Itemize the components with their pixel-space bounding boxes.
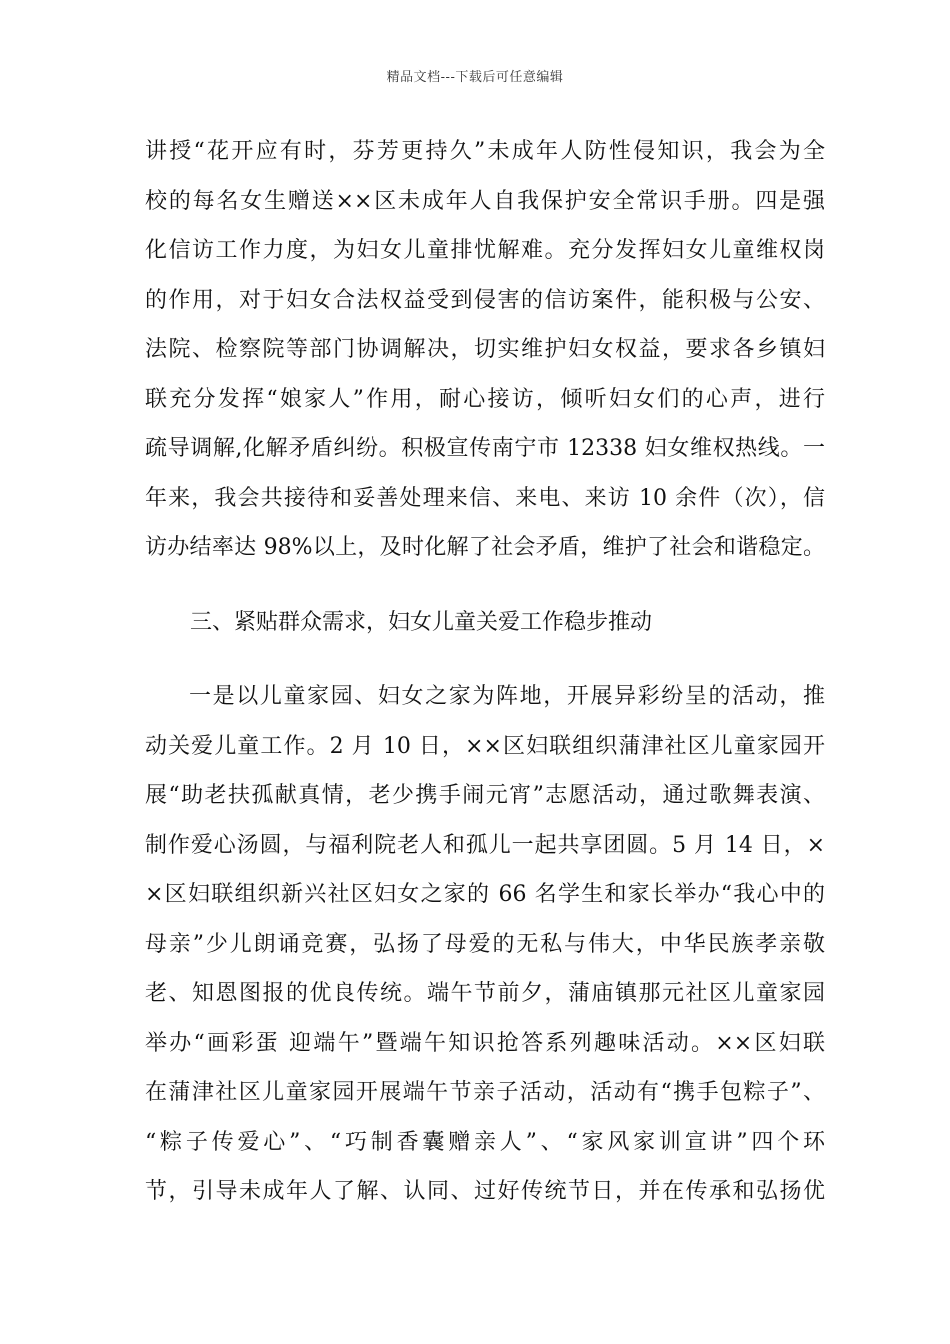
text-line: “粽子传爱心”、“巧制香囊赠亲人”、“家风家训宣讲”四个环 bbox=[145, 1129, 825, 1155]
text-line: ×区妇联组织新兴社区妇女之家的 66 名学生和家长举办“我心中的 bbox=[145, 882, 825, 907]
page-header: 精品文档---下载后可任意编辑 bbox=[386, 70, 564, 85]
text-line: 一是以儿童家园、妇女之家为阵地，开展异彩纷呈的活动，推 bbox=[189, 684, 825, 709]
paragraph-block-2 bbox=[145, 672, 825, 1217]
text-line: 年来，我会共接待和妥善处理来信、来电、来访 10 余件（次），信 bbox=[145, 485, 825, 511]
section-heading: 三、紧贴群众需求，妇女儿童关爱工作稳步推动 bbox=[190, 610, 653, 635]
text-line: 动关爱儿童工作。2 月 10 日，××区妇联组织蒲津社区儿童家园开 bbox=[145, 733, 825, 759]
text-line: 联充分发挥“娘家人”作用，耐心接访，倾听妇女们的心声，进行 bbox=[145, 386, 825, 412]
text-line: 母亲”少儿朗诵竞赛，弘扬了母爱的无私与伟大，中华民族孝亲敬 bbox=[145, 931, 825, 957]
text-line: 节，引导未成年人了解、认同、过好传统节日，并在传承和弘扬优 bbox=[145, 1179, 825, 1204]
text-line: 老、知恩图报的优良传统。端午节前夕，蒲庙镇那元社区儿童家园 bbox=[145, 981, 825, 1006]
text-line: 举办“画彩蛋 迎端午”暨端午知识抢答系列趣味活动。××区妇联 bbox=[145, 1030, 825, 1056]
text-line: 展“助老扶孤献真情，老少携手闹元宵”志愿活动，通过歌舞表演、 bbox=[145, 783, 825, 808]
text-line: 制作爱心汤圆，与福利院老人和孤儿一起共享团圆。5 月 14 日，× bbox=[145, 832, 825, 858]
text-line: 讲授“花开应有时，芬芳更持久”未成年人防性侵知识，我会为全 bbox=[145, 139, 825, 164]
text-line: 在蒲津社区儿童家园开展端午节亲子活动，活动有“携手包粽子”、 bbox=[145, 1080, 825, 1105]
text-line: 化信访工作力度，为妇女儿童排忧解难。充分发挥妇女儿童维权岗 bbox=[145, 238, 825, 263]
paragraph-block-1 bbox=[145, 127, 825, 573]
text-line: 访办结率达 98%以上，及时化解了社会矛盾，维护了社会和谐稳定。 bbox=[145, 535, 825, 560]
text-line: 的作用，对于妇女合法权益受到侵害的信访案件，能积极与公安、 bbox=[145, 287, 825, 313]
text-line: 法院、检察院等部门协调解决，切实维护妇女权益，要求各乡镇妇 bbox=[145, 337, 825, 362]
text-line: 校的每名女生赠送××区未成年人自我保护安全常识手册。四是强 bbox=[145, 188, 825, 214]
text-line: 疏导调解,化解矛盾纠纷。积极宣传南宁市 12338 妇女维权热线。一 bbox=[145, 436, 825, 461]
